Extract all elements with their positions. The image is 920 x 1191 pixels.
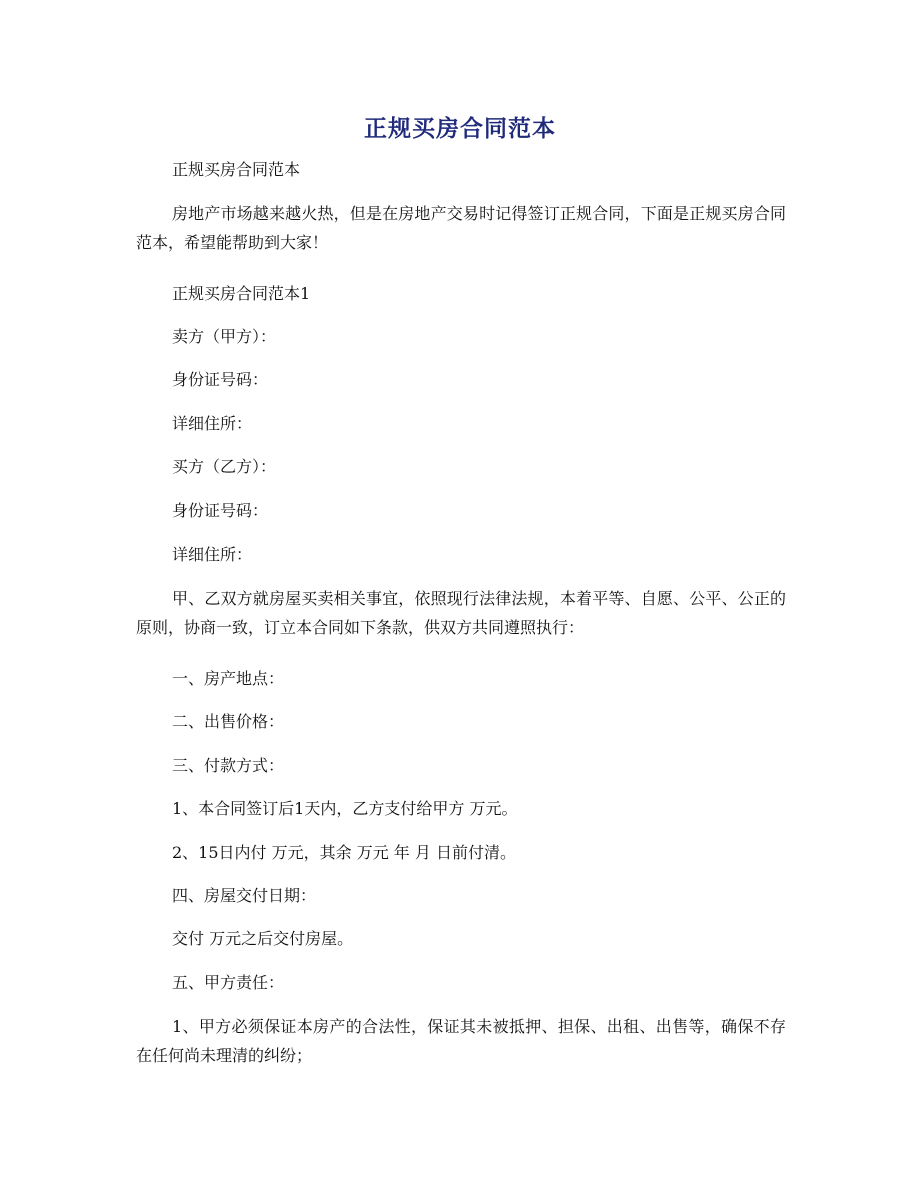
buyer-address-label: 详细住所： <box>172 545 253 564</box>
buyer-label: 买方（乙方）： <box>172 457 277 476</box>
delivery-text: 交付 万元之后交付房屋。 <box>172 929 354 948</box>
preamble-paragraph: 甲、乙双方就房屋买卖相关事宜，依照现行法律法规，本着平等、自愿、公平、公正的原则，协商一致，订立本合同如下条款，供双方共同遵照执行： <box>136 589 786 637</box>
clause-seller-duty: 五、甲方责任： <box>172 973 285 992</box>
buyer-id-label: 身份证号码： <box>172 501 269 520</box>
clause-delivery-date: 四、房屋交付日期： <box>172 886 317 905</box>
seller-duty-item-1: 1、甲方必须保证本房产的合法性，保证其未被抵押、担保、出租、出售等，确保不存在任何尚未理清的纠纷； <box>136 1017 786 1065</box>
payment-item-2: 2、15日内付 万元，其余 万元 年 月 日前付清。 <box>172 843 516 862</box>
clause-price: 二、出售价格： <box>172 712 285 731</box>
seller-id-label: 身份证号码： <box>172 370 269 389</box>
clause-location: 一、房产地点： <box>172 669 285 688</box>
section-heading: 正规买房合同范本1 <box>172 284 311 303</box>
document-subtitle: 正规买房合同范本 <box>172 160 301 179</box>
clause-payment: 三、付款方式： <box>172 756 285 775</box>
payment-item-1: 1、本合同签订后1天内，乙方支付给甲方 万元。 <box>172 799 518 818</box>
seller-address-label: 详细住所： <box>172 414 253 433</box>
document-title: 正规买房合同范本 <box>364 115 556 142</box>
seller-label: 卖方（甲方）： <box>172 327 277 346</box>
intro-paragraph: 房地产市场越来越火热，但是在房地产交易时记得签订正规合同，下面是正规买房合同范本，希望能帮助到大家！ <box>136 204 786 252</box>
